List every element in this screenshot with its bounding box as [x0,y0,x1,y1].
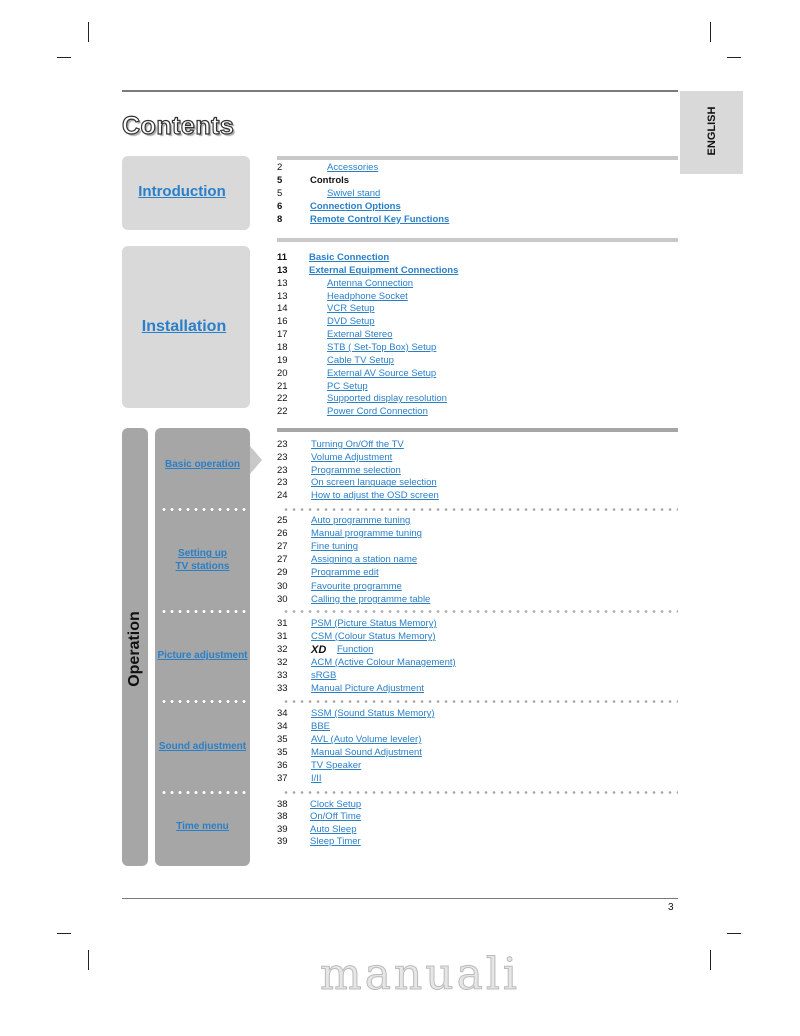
toc-entry-title[interactable]: Manual programme tuning [311,528,422,540]
watermark: manuali [320,949,521,1000]
toc-page-number: 27 [277,541,288,553]
sound-adjustment-link[interactable]: Sound adjustment [158,741,247,752]
toc-page-number: 17 [277,329,288,341]
toc-entry-title[interactable]: On/Off Time [310,811,362,823]
crop-mark [710,950,711,970]
toc-entry-title[interactable]: External AV Source Setup [327,367,437,379]
time-menu-link[interactable]: Time menu [176,821,229,832]
toc-page-number: 30 [277,580,288,592]
toc-entry-title[interactable]: VCR Setup [327,303,375,315]
toc-entry-title[interactable]: External Equipment Connections [309,264,459,276]
toc-entry-title[interactable]: Turning On/Off the TV [311,439,404,450]
toc-page-number: 34 [277,708,288,719]
toc-entry-title[interactable]: Accessories [327,162,379,173]
toc-page-number: 39 [277,835,288,847]
introduction-link[interactable]: Introduction [138,183,226,200]
toc-page-number: 2 [277,162,283,173]
setting-up-link-line2[interactable]: TV stations [175,561,230,572]
toc-page-number: 24 [277,490,288,502]
toc-entry-title[interactable]: Power Cord Connection [327,406,428,418]
toc-page-number: 22 [277,406,288,418]
picture-adjustment-link[interactable]: Picture adjustment [157,650,248,661]
crop-mark [727,57,741,58]
crop-mark [88,22,89,42]
toc-entry-title[interactable]: STB ( Set-Top Box) Setup [327,341,437,353]
section-bar [277,428,678,432]
basic-operation-link[interactable]: Basic operation [164,459,241,470]
toc-entry-title[interactable]: CSM (Colour Status Memory) [311,631,436,642]
page-title: Contents [122,112,235,140]
toc-page-number: 29 [277,567,288,579]
current-section-arrow [250,446,262,474]
toc-entry-title[interactable]: Swivel stand [327,187,381,199]
toc-entry-title[interactable]: Auto Sleep [310,823,357,835]
toc-page-number: 5 [277,187,283,199]
toc-entry-title[interactable]: TV Speaker [311,760,362,771]
separator [160,508,250,511]
toc-entry-title[interactable]: Clock Setup [310,799,362,810]
toc-page-number: 16 [277,316,288,328]
toc-page-number: 32 [277,657,288,668]
toc-entry-title[interactable]: Assigning a station name [311,554,418,566]
toc-page-number: 20 [277,367,288,379]
toc-entry-title[interactable]: Supported display resolution [327,393,447,405]
toc-page-number: 36 [277,760,288,771]
crop-mark [710,22,711,42]
toc-page-number: 32 [277,644,288,655]
toc-page-number: 30 [277,593,288,605]
toc-entry-title[interactable]: Favourite programme [311,580,402,592]
separator [282,508,678,511]
toc-entry-title[interactable]: How to adjust the OSD screen [311,490,439,502]
toc-entry-title[interactable]: Connection Options [310,200,401,212]
toc-page-number: 13 [277,290,288,302]
installation-link[interactable]: Installation [141,318,227,335]
language-tab [680,91,743,174]
toc-entry-title[interactable]: ACM (Active Colour Management) [311,657,456,668]
toc-page-number: 13 [277,264,288,276]
toc-entry-title[interactable]: PSM (Picture Status Memory) [311,618,437,629]
operation-label: Operation [126,611,143,687]
separator [282,791,678,794]
toc-page-number: 23 [277,477,288,489]
toc-page-number: 22 [277,393,288,405]
toc-page-number: 26 [277,528,288,540]
operation-subpanel [155,428,250,866]
top-rule [122,90,678,92]
page-number: 3 [668,902,674,913]
setting-up-link-line1[interactable]: Setting up [178,548,227,559]
separator [282,610,678,613]
toc-page-number: 23 [277,464,288,476]
toc-page-number: 38 [277,811,288,823]
toc-page-number: 18 [277,341,288,353]
toc-entry-title[interactable]: Antenna Connection [327,277,414,289]
toc-entry-title[interactable]: Calling the programme table [311,593,431,605]
toc-entry-title[interactable]: Manual Sound Adjustment [311,747,422,758]
crop-mark [57,933,71,934]
toc-page-number: 19 [277,354,288,366]
toc-entry-title[interactable]: Programme edit [311,567,379,579]
separator [160,791,250,794]
toc-page-number: 14 [277,303,288,315]
toc-entry-title[interactable]: sRGB [311,670,337,681]
crop-mark [88,950,89,970]
toc-entry-title[interactable]: Manual Picture Adjustment [311,683,425,694]
toc-entry-title[interactable]: Headphone Socket [327,290,408,302]
separator [160,610,250,613]
section-bar [277,156,678,160]
toc-entry-title[interactable]: On screen language selection [311,477,437,489]
toc-entry-title[interactable]: Sleep Timer [310,835,361,847]
toc-page-number: 38 [277,799,288,810]
toc-entry-title[interactable]: AVL (Auto Volume leveler) [311,734,422,745]
crop-mark [727,933,741,934]
toc-page-number: 35 [277,734,288,745]
toc-entry-title[interactable]: Basic Connection [309,252,390,263]
toc-entry-title[interactable]: I/II [311,773,322,784]
toc-entry-title[interactable]: Remote Control Key Functions [310,213,450,225]
toc-entry-title[interactable]: Function [337,644,374,655]
language-tab-label: ENGLISH [706,106,718,156]
toc-page-number: 37 [277,773,288,784]
section-bar [277,238,678,242]
toc-page-number: 13 [277,277,288,289]
toc-entry-title[interactable]: BBE [311,721,331,732]
toc-entry-title[interactable]: Cable TV Setup [327,354,394,366]
toc-page-number: 8 [277,213,283,225]
toc-entry-title[interactable]: External Stereo [327,329,393,341]
toc-page-number: 21 [277,380,288,392]
toc-page-number: 33 [277,683,288,694]
toc-page-number: 23 [277,451,288,463]
toc-page-number: 31 [277,618,288,629]
toc-page-number: 31 [277,631,288,642]
toc-page-number: 6 [277,200,283,212]
toc-page-number: 5 [277,174,283,186]
toc-entry-title[interactable]: PC Setup [327,380,368,392]
toc-entry-title: Controls [310,174,350,186]
toc-page-number: 33 [277,670,288,681]
toc-page-number: 34 [277,721,288,732]
xd-logo-icon: XD [311,644,327,656]
crop-mark [57,57,71,58]
toc-entry-title[interactable]: Fine tuning [311,541,359,553]
toc-entry-title[interactable]: Programme selection [311,464,401,476]
separator [282,700,678,703]
toc-page-number: 35 [277,747,288,758]
toc-page-number: 23 [277,439,288,450]
toc-entry-title[interactable]: Volume Adjustment [311,451,393,463]
toc-entry-title[interactable]: DVD Setup [327,316,375,328]
toc-entry-title[interactable]: Auto programme tuning [311,515,411,526]
toc-page-number: 11 [277,252,288,263]
toc-page-number: 27 [277,554,288,566]
toc-page-number: 39 [277,823,288,835]
toc-entry-title[interactable]: SSM (Sound Status Memory) [311,708,435,719]
bottom-rule [122,898,678,899]
toc-page-number: 25 [277,515,288,526]
separator [160,700,250,703]
